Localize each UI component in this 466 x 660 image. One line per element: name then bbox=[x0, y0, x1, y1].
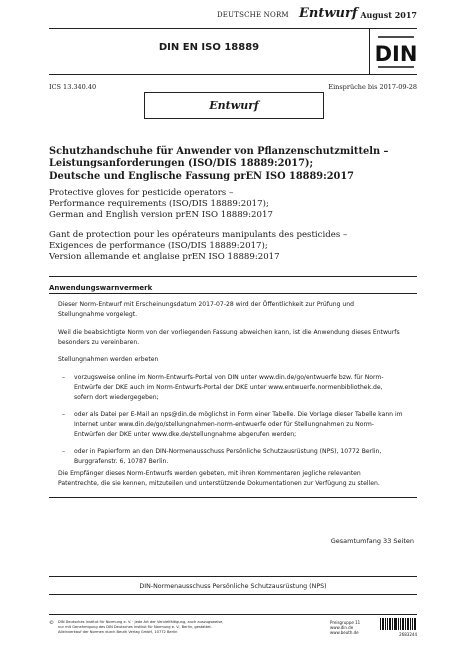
warning-paragraph-4: Die Empfänger dieses Norm-Entwurfs werden gebeten, mit ihren Kommentaren jegliche relevanten Patentrechte, die sie kennen, mitzuteilen und unterstützende Dokumentationen zur Verfügung zu stellen. bbox=[58, 470, 380, 487]
document-number: 2683244 bbox=[399, 632, 417, 637]
warning-paragraph-3: Stellungnahmen werden erbeten bbox=[58, 356, 159, 363]
top-header bbox=[49, 0, 417, 28]
warning-divider-top bbox=[49, 276, 417, 277]
comment-deadline: Einsprüche bis 2017-09-28 bbox=[328, 83, 417, 91]
warning-divider bbox=[49, 293, 417, 294]
svg-text:DIN: DIN bbox=[375, 42, 417, 66]
warning-divider-bottom bbox=[49, 497, 417, 498]
page-count: Gesamtumfang 33 Seiten bbox=[330, 537, 414, 545]
committee-divider-bottom bbox=[49, 594, 417, 595]
warning-heading: Anwendungswarnvermerk bbox=[49, 284, 153, 292]
bullet-online-portal: – vorzugsweise online im Norm-Entwurfs-Portal von DIN unter www.din.de/go/entwuerfe bzw. für Norm- Entwürfe der DKE auch im Norm-Entwurfs-Portal der DKE unter www.entwuerfe.normenbibliothek.de, sofern dort wiedergegeben; bbox=[62, 374, 384, 401]
bullet-email: – oder als Datei per E-Mail an nps@din.de möglichst in Form einer Tabelle. Die Vorlage dieser Tabelle kann im Internet unter www.din.de/go/stellungnahmen-norm-entwuerfe oder für Stellungnahmen zu Norm- Entwürfen der DKE unter www.dke.de/stellungnahme abgerufen werden; bbox=[62, 411, 403, 438]
title-english: Protective gloves for pesticide operators – Performance requirements (ISO/DIS 18889:2017); German and English version prEN ISO 18889:2017 bbox=[49, 188, 273, 220]
header-divider bbox=[49, 28, 417, 29]
issue-date: August 2017 bbox=[360, 10, 417, 20]
din-logo bbox=[375, 31, 417, 73]
copyright-notice: DIN Deutsches Institut für Normung e. V. · Jede Art der Vervielfältigung, auch auszugsweise, nur mit Genehmigung des DIN Deutsches Institut für Normung e. V., Berlin, gestattet. Alleinverkauf der Normen durch Beuth Verlag GmbH, 10772 Berlin bbox=[58, 620, 224, 635]
ics-code: ICS 13.340.40 bbox=[49, 83, 97, 91]
price-group: Preisgruppe 11 www.din.de www.beuth.de bbox=[330, 620, 361, 636]
committee-divider-top bbox=[49, 576, 417, 577]
logo-divider bbox=[369, 28, 370, 74]
title-french: Gant de protection pour les opérateurs manipulants des pesticides – Exigences de performance (ISO/DIS 18889:2017); Version allemande et anglaise prEN ISO 18889:2017 bbox=[49, 230, 348, 262]
barcode bbox=[380, 618, 417, 630]
committee-name: DIN-Normenausschuss Persönliche Schutzausrüstung (NPS) bbox=[139, 583, 327, 590]
copyright-symbol: © bbox=[49, 620, 54, 626]
draft-box: Entwurf bbox=[144, 92, 324, 119]
title-german: Schutzhandschuhe für Anwender von Pflanzenschutzmitteln – Leistungsanforderungen (ISO/DIS 18889:2017); Deutsche und Englische Fassung prEN ISO 18889:2017 bbox=[49, 146, 389, 182]
warning-paragraph-1: Dieser Norm-Entwurf mit Erscheinungsdatum 2017-07-28 wird der Öffentlichkeit zur Prüfung und Stellungnahme vorgelegt. bbox=[58, 301, 355, 318]
standard-number: DIN EN ISO 18889 bbox=[158, 42, 260, 53]
warning-paragraph-2: Weil die beabsichtigte Norm von der vorliegenden Fassung abweichen kann, ist die Anwendung dieses Entwurfs besonders zu vereinbaren. bbox=[58, 329, 400, 346]
entwurf-label: Entwurf bbox=[299, 6, 358, 21]
bullet-paper: – oder in Papierform an den DIN-Normenausschuss Persönliche Schutzausrüstung (NPS), 10772 Berlin, Burggrafenstr. 6, 10787 Berlin. bbox=[62, 448, 382, 465]
footer-divider bbox=[49, 614, 417, 615]
title-block-divider bbox=[49, 74, 417, 75]
deutsche-norm-label: DEUTSCHE NORM bbox=[217, 11, 289, 19]
